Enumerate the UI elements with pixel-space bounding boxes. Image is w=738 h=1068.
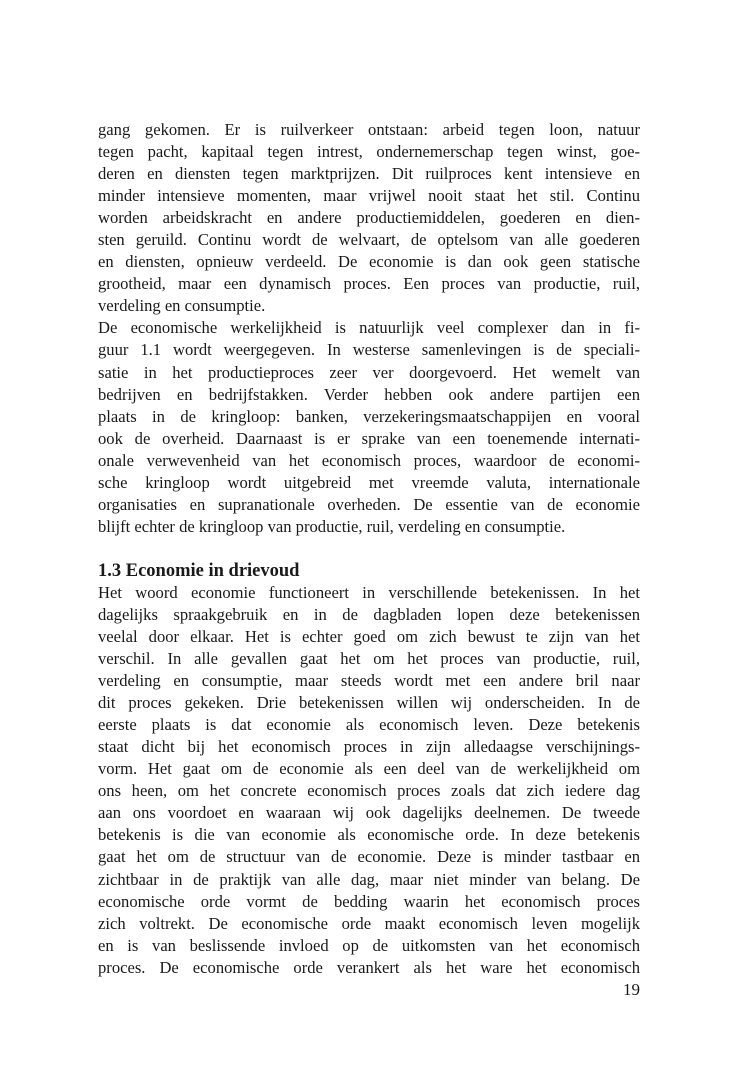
text-line: blijft echter de kringloop van productie, ruil, verdeling en consumptie. bbox=[98, 516, 566, 536]
text-line: en is van beslissende invloed op de uitkomsten van het economisch bbox=[98, 935, 640, 955]
text-line: dagelijks spraakgebruik en in de dagbladen lopen deze betekenissen bbox=[98, 604, 640, 624]
text-line: onale verwevenheid van het economisch proces, waardoor de economi- bbox=[98, 450, 640, 470]
text-line: ons heen, om het concrete economisch proces zoals dat zich iedere dag bbox=[98, 781, 640, 801]
text-line: sten geruild. Continu wordt de welvaart, de optelsom van alle goederen bbox=[98, 230, 640, 250]
text-line: worden arbeidskracht en andere productiemiddelen, goederen en dien- bbox=[98, 208, 640, 228]
text-line: vorm. Het gaat om de economie als een deel van de werkelijkheid om bbox=[98, 759, 640, 779]
text-line: staat dicht bij het economisch proces in zijn alledaagse verschijnings- bbox=[98, 737, 640, 757]
text-line: De economische werkelijkheid is natuurlijk veel complexer dan in fi- bbox=[98, 318, 640, 338]
text-line: organisaties en supranationale overheden. De essentie van de economie bbox=[98, 494, 640, 514]
text-line: tegen pacht, kapitaal tegen intrest, ondernemerschap tegen winst, goe- bbox=[98, 142, 640, 162]
text-line: minder intensieve momenten, maar vrijwel nooit staat het stil. Continu bbox=[98, 186, 640, 206]
page-body bbox=[98, 119, 640, 999]
text-line: verdeling en consumptie, maar steeds wordt met een andere bril naar bbox=[98, 671, 640, 691]
text-line: deren en diensten tegen marktprijzen. Dit ruilproces kent intensieve en bbox=[98, 164, 640, 184]
text-line: dit proces gekeken. Drie betekenissen willen wij onderscheiden. In de bbox=[98, 693, 640, 713]
text-line: plaats in de kringloop: banken, verzekeringsmaatschappijen en vooral bbox=[98, 406, 640, 426]
text-line: grootheid, maar een dynamisch proces. Een proces van productie, ruil, bbox=[98, 274, 640, 294]
section-paragraph bbox=[98, 582, 640, 979]
text-line: aan ons voordoet en waaraan wij ook dagelijks deelnemen. De tweede bbox=[98, 803, 640, 823]
text-line: verdeling en consumptie. bbox=[98, 296, 266, 316]
text-line: ook de overheid. Daarnaast is er sprake van een toenemende internati- bbox=[98, 428, 640, 448]
text-line: gaat het om de structuur van de economie. Deze is minder tastbaar en bbox=[98, 847, 640, 867]
text-line: zichtbaar in de praktijk van alle dag, maar niet minder van belang. De bbox=[98, 869, 640, 889]
text-line: sche kringloop wordt uitgebreid met vreemde valuta, internationale bbox=[98, 472, 640, 492]
text-line: gang gekomen. Er is ruilverkeer ontstaan: arbeid tegen loon, natuur bbox=[98, 120, 640, 139]
section-heading: 1.3 Economie in drievoud bbox=[98, 560, 300, 581]
paragraph-1 bbox=[98, 119, 640, 317]
text-line: en diensten, opnieuw verdeeld. De economie is dan ook geen statische bbox=[98, 252, 640, 272]
text-line: proces. De economische orde verankert als het ware het economisch bbox=[98, 957, 640, 977]
text-line: satie in het productieproces zeer ver doorgevoerd. Het wemelt van bbox=[98, 362, 640, 382]
text-line: zich voltrekt. De economische orde maakt economisch leven mogelijk bbox=[98, 913, 640, 933]
paragraph-2 bbox=[98, 317, 640, 537]
text-line: bedrijven en bedrijfstakken. Verder hebben ook andere partijen een bbox=[98, 384, 640, 404]
page-number: 19 bbox=[623, 979, 640, 999]
text-line: guur 1.1 wordt weergegeven. In westerse samenlevingen is de speciali- bbox=[98, 340, 640, 360]
text-line: Het woord economie functioneert in verschillende betekenissen. In het bbox=[98, 582, 640, 602]
text-line: eerste plaats is dat economie als economisch leven. Deze betekenis bbox=[98, 715, 640, 735]
text-line: economische orde vormt de bedding waarin het economisch proces bbox=[98, 891, 640, 911]
text-line: veelal door elkaar. Het is echter goed om zich bewust te zijn van het bbox=[98, 626, 640, 646]
text-line: verschil. In alle gevallen gaat het om het proces van productie, ruil, bbox=[98, 649, 640, 669]
text-line: betekenis is die van economie als economische orde. In deze betekenis bbox=[98, 825, 640, 845]
